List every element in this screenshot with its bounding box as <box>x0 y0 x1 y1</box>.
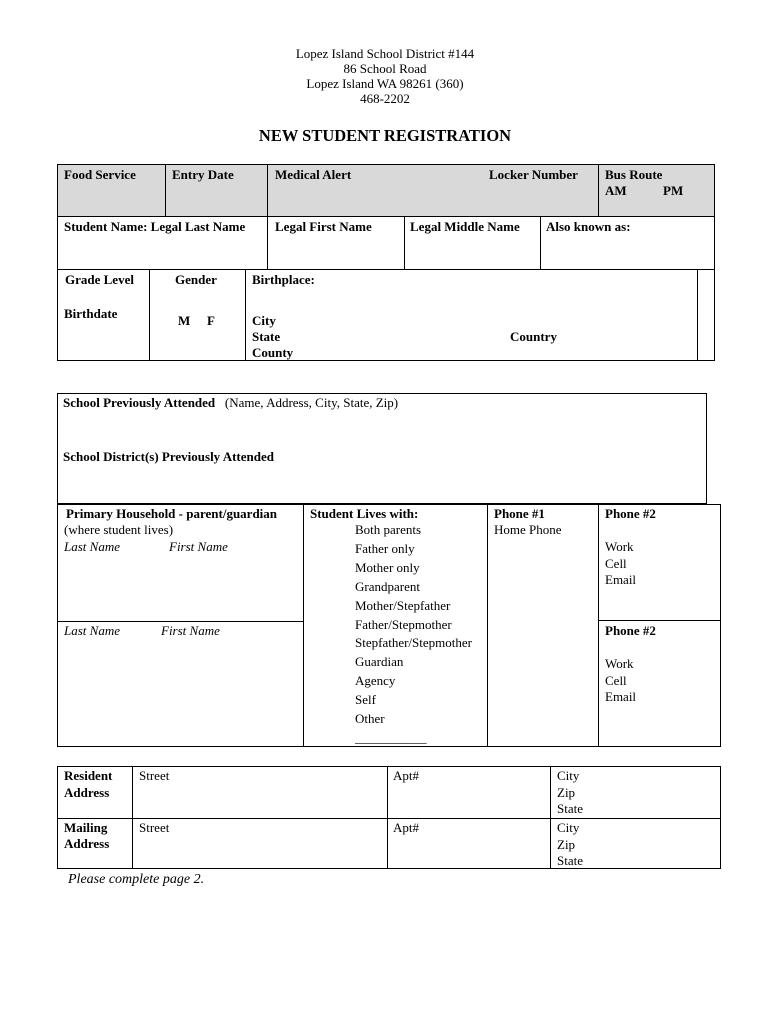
resident-city-zip-state <box>557 768 583 818</box>
gender-f-option[interactable]: F <box>207 313 215 328</box>
lives-with-option[interactable]: Agency <box>355 673 396 689</box>
home-phone-label: Home Phone <box>494 522 562 537</box>
mailing-city-label: City <box>557 820 580 835</box>
previous-school-hint: (Name, Address, City, State, Zip) <box>224 395 399 410</box>
guardian1-last-name-label: Last Name <box>64 539 120 554</box>
resident-state-label: State <box>557 801 583 816</box>
lives-with-options <box>355 521 472 748</box>
phone2-cell: Cell <box>605 555 627 571</box>
mailing-apt-label: Apt# <box>393 820 419 835</box>
mailing-state-label: State <box>557 853 583 868</box>
phone1-label: Phone #1 <box>494 506 545 521</box>
lives-with-option[interactable]: Mother only <box>355 559 420 575</box>
phone2-email: Email <box>605 572 637 587</box>
birth-state-label: State <box>252 329 281 344</box>
birth-country-label: Country <box>510 329 557 344</box>
phone2b-types <box>605 656 636 706</box>
district-city-phone: Lopez Island WA 98261 (360) <box>306 76 464 91</box>
lives-with-option[interactable]: Guardian <box>355 654 404 670</box>
lives-with-option[interactable]: Stepfather/Stepmother <box>355 635 472 651</box>
gender-label: Gender <box>175 272 217 287</box>
birth-city-label: City <box>252 313 276 328</box>
resident-zip-label: Zip <box>557 784 576 800</box>
page-title: NEW STUDENT REGISTRATION <box>258 126 512 145</box>
legal-first-name-label: Legal First Name <box>275 219 372 234</box>
mailing-label-line2: Address <box>64 836 110 851</box>
phone2b-email: Email <box>605 689 637 704</box>
lives-with-option[interactable]: Mother/Stepfather <box>355 597 451 613</box>
resident-label-line2: Address <box>64 785 110 800</box>
mailing-label-line1: Mailing <box>64 820 108 835</box>
lives-with-option[interactable]: Both parents <box>355 522 422 537</box>
birthdate-label: Birthdate <box>64 306 118 321</box>
resident-apt-label: Apt# <box>393 768 419 783</box>
other-blank-line[interactable]: ___________ <box>355 729 427 745</box>
birth-county-label: County <box>252 345 294 360</box>
phone2b-cell: Cell <box>605 672 627 688</box>
previous-district-label: School District(s) Previously Attended <box>63 449 274 464</box>
district-name: Lopez Island School District #144 <box>295 46 475 61</box>
mailing-street-label: Street <box>139 820 170 835</box>
resident-street-label: Street <box>139 768 170 783</box>
phone2b-work: Work <box>605 656 634 671</box>
birth-info-row <box>57 269 715 361</box>
student-last-name-label: Student Name: Legal Last Name <box>64 219 246 234</box>
phone2-work: Work <box>605 539 634 554</box>
lives-with-option[interactable]: Father only <box>355 540 415 556</box>
phone2b-label: Phone #2 <box>605 623 656 638</box>
birthplace-label: Birthplace: <box>252 272 315 287</box>
lives-with-option[interactable]: Other <box>355 711 385 727</box>
resident-city-label: City <box>557 768 580 783</box>
phone2-types <box>605 539 636 589</box>
lives-with-option[interactable]: Grandparent <box>355 578 420 594</box>
guardian2-first-name-label: First Name <box>161 623 220 638</box>
bus-route-label: Bus Route <box>605 167 663 182</box>
medical-alert-label: Medical Alert <box>275 167 352 182</box>
bus-route-pm: PM <box>663 183 684 198</box>
food-service-label: Food Service <box>64 167 136 182</box>
previous-school-label: School Previously Attended (Name, Address, City, State, Zip) <box>63 395 399 410</box>
footer-note: Please complete page 2. <box>68 872 205 887</box>
resident-label-line1: Resident <box>64 768 113 783</box>
gender-m-option[interactable]: M <box>178 313 191 328</box>
lives-with-option[interactable]: Father/Stepmother <box>355 616 452 632</box>
legal-middle-name-label: Legal Middle Name <box>410 219 520 234</box>
phone2-label: Phone #2 <box>605 506 656 521</box>
district-street: 86 School Road <box>343 61 427 76</box>
grade-level-label: Grade Level <box>65 272 134 287</box>
where-student-lives-note: (where student lives) <box>64 522 174 537</box>
also-known-as-label: Also known as: <box>546 219 631 234</box>
bus-route-am: AM <box>605 183 627 198</box>
primary-household-label: Primary Household - parent/guardian <box>66 506 278 521</box>
guardian2-last-name-label: Last Name <box>64 623 120 638</box>
lives-with-label: Student Lives with: <box>310 506 419 521</box>
entry-date-label: Entry Date <box>172 167 234 182</box>
mailing-city-zip-state <box>557 820 583 870</box>
lives-with-option[interactable]: Self <box>355 692 376 708</box>
mailing-zip-label: Zip <box>557 836 576 852</box>
guardian1-first-name-label: First Name <box>169 539 228 554</box>
district-phone: 468-2202 <box>360 91 410 106</box>
locker-number-label: Locker Number <box>489 167 578 182</box>
